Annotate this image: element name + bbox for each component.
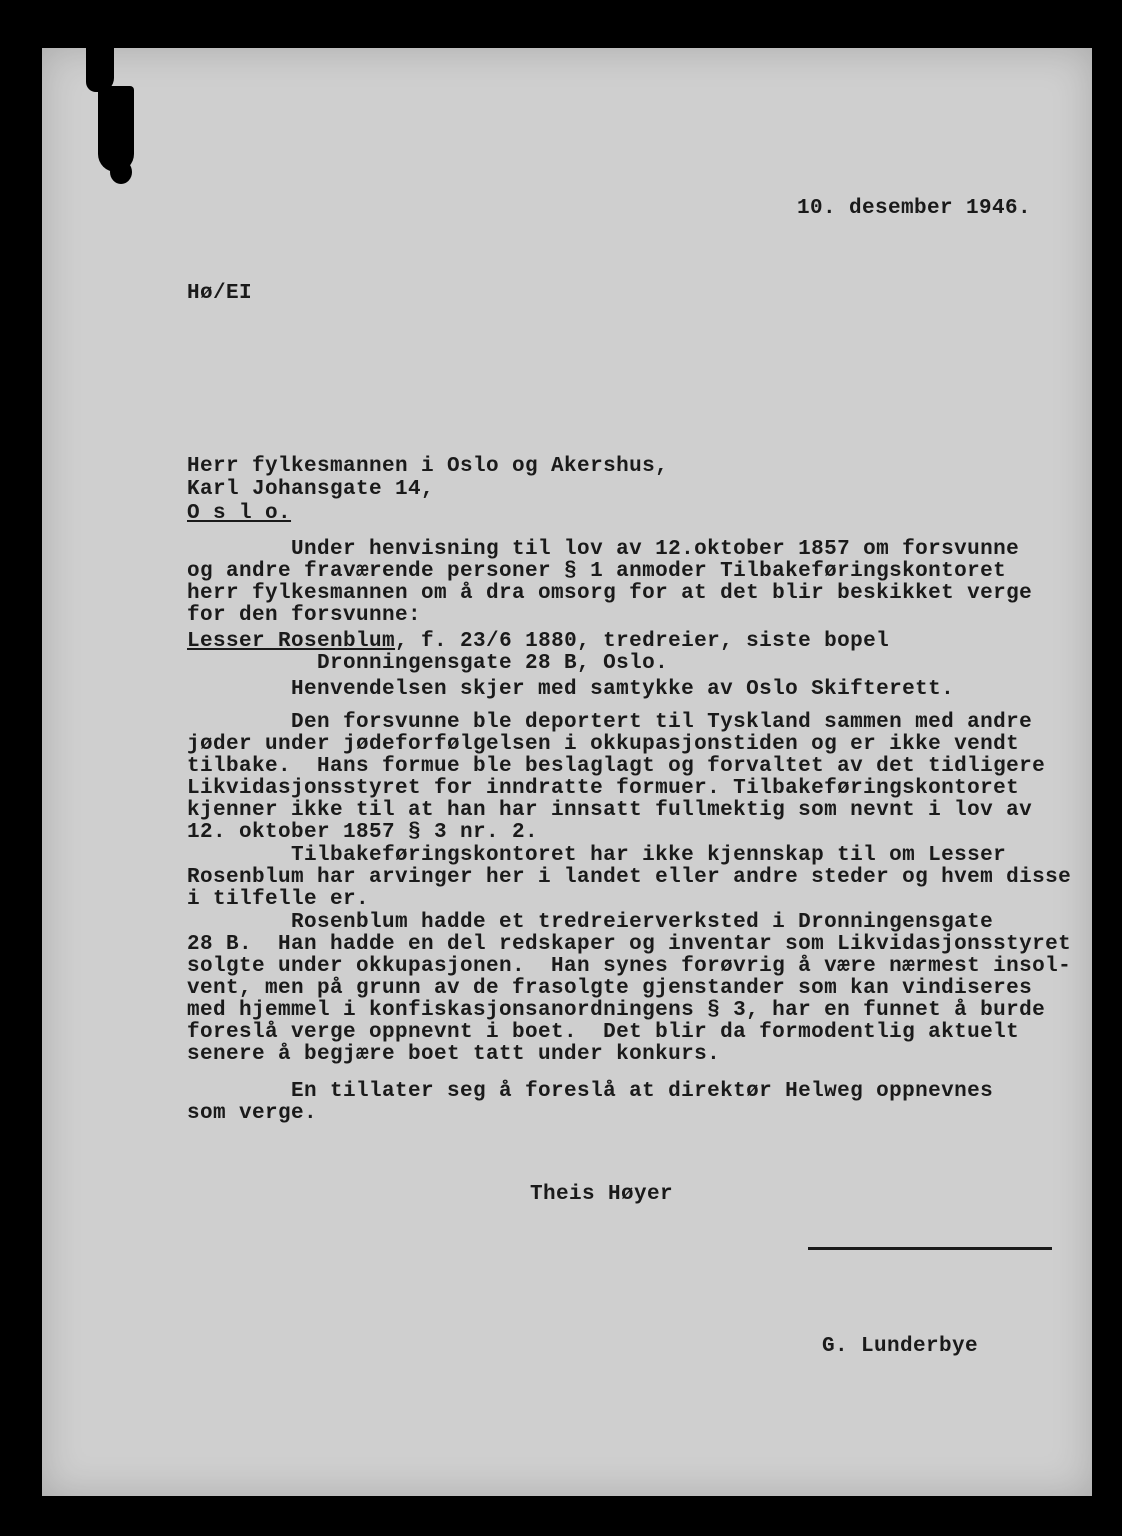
paragraph-proposal (187, 1081, 993, 1125)
subject-details: , f. 23/6 1880, tredreier, siste bopel (395, 630, 890, 653)
text-line: Dronningensgate 28 B, Oslo. (187, 652, 669, 675)
text-line: Rosenblum hadde et tredreierverksted i Dronningensgate (187, 911, 994, 934)
text-line: herr fylkesmannen om å dra omsorg for at det blir beskikket verge (187, 582, 1033, 605)
signatory-name: Theis Høyer (530, 1183, 674, 1206)
text-line: foreslå verge oppnevnt i boet. Det blir da formodentlig aktuelt (187, 1021, 1020, 1044)
text-line: Tilbakeføringskontoret har ikke kjennskap til om Lesser (187, 844, 1007, 867)
text-line: og andre fraværende personer § 1 anmoder Tilbakeføringskontoret (187, 560, 1007, 583)
subject-name: Lesser Rosenblum (187, 630, 396, 653)
text-line: vent, men på grunn av de frasolgte gjenstander som kan vindiseres (187, 977, 1033, 1000)
text-line: senere å begjære boet tatt under konkurs. (187, 1043, 721, 1066)
text-line: Under henvisning til lov av 12.oktober 1857 om forsvunne (187, 538, 1020, 561)
address-line: Karl Johansgate 14, (187, 478, 435, 501)
text-line: tilbake. Hans formue ble beslaglagt og forvaltet av det tidligere (187, 755, 1046, 778)
text-line: Rosenblum har arvinger her i landet eller andre steder og hvem disse (187, 866, 1072, 889)
text-line: kjenner ikke til at han har innsatt fullmektig som nevnt i lov av (187, 799, 1033, 822)
text-line: med hjemmel i konfiskasjonsanordningens § 3, har en funnet å burde (187, 999, 1046, 1022)
text-line: En tillater seg å foreslå at direktør Helweg oppnevnes (187, 1080, 994, 1103)
paragraph-deportation (187, 712, 1045, 844)
reference-code: Hø/EI (187, 282, 253, 305)
torn-edge (98, 86, 134, 172)
address-city: O s l o. (187, 502, 292, 525)
text-line: for den forsvunne: (187, 604, 422, 627)
text-line: Henvendelsen skjer med samtykke av Oslo Skifterett. (187, 678, 955, 701)
address-line: Herr fylkesmannen i Oslo og Akershus, (187, 455, 669, 478)
text-line: i tilfelle er. (187, 888, 370, 911)
second-signatory-name: G. Lunderbye (822, 1335, 979, 1358)
paragraph-workshop (187, 912, 1071, 1066)
signature-line (808, 1247, 1052, 1250)
text-line: Likvidasjonsstyret for inndratte formuer. Tilbakeføringskontoret (187, 777, 1020, 800)
paragraph-request (187, 539, 1032, 627)
text-line (187, 631, 889, 653)
text-line: jøder under jødeforfølgelsen i okkupasjonstiden og er ikke vendt (187, 733, 1020, 756)
subject-person (187, 631, 889, 675)
text-line: Den forsvunne ble deportert til Tyskland sammen med andre (187, 711, 1033, 734)
letter-date: 10. desember 1946. (797, 197, 1032, 220)
torn-edge (110, 160, 132, 184)
text-line: som verge. (187, 1102, 318, 1125)
text-line: 28 B. Han hadde en del redskaper og inventar som Likvidasjonsstyret (187, 933, 1072, 956)
paragraph-consent (187, 679, 954, 701)
text-line: 12. oktober 1857 § 3 nr. 2. (187, 821, 539, 844)
text-line: solgte under okkupasjonen. Han synes forøvrig å være nærmest insol- (187, 955, 1072, 978)
paragraph-heirs (187, 845, 1071, 911)
